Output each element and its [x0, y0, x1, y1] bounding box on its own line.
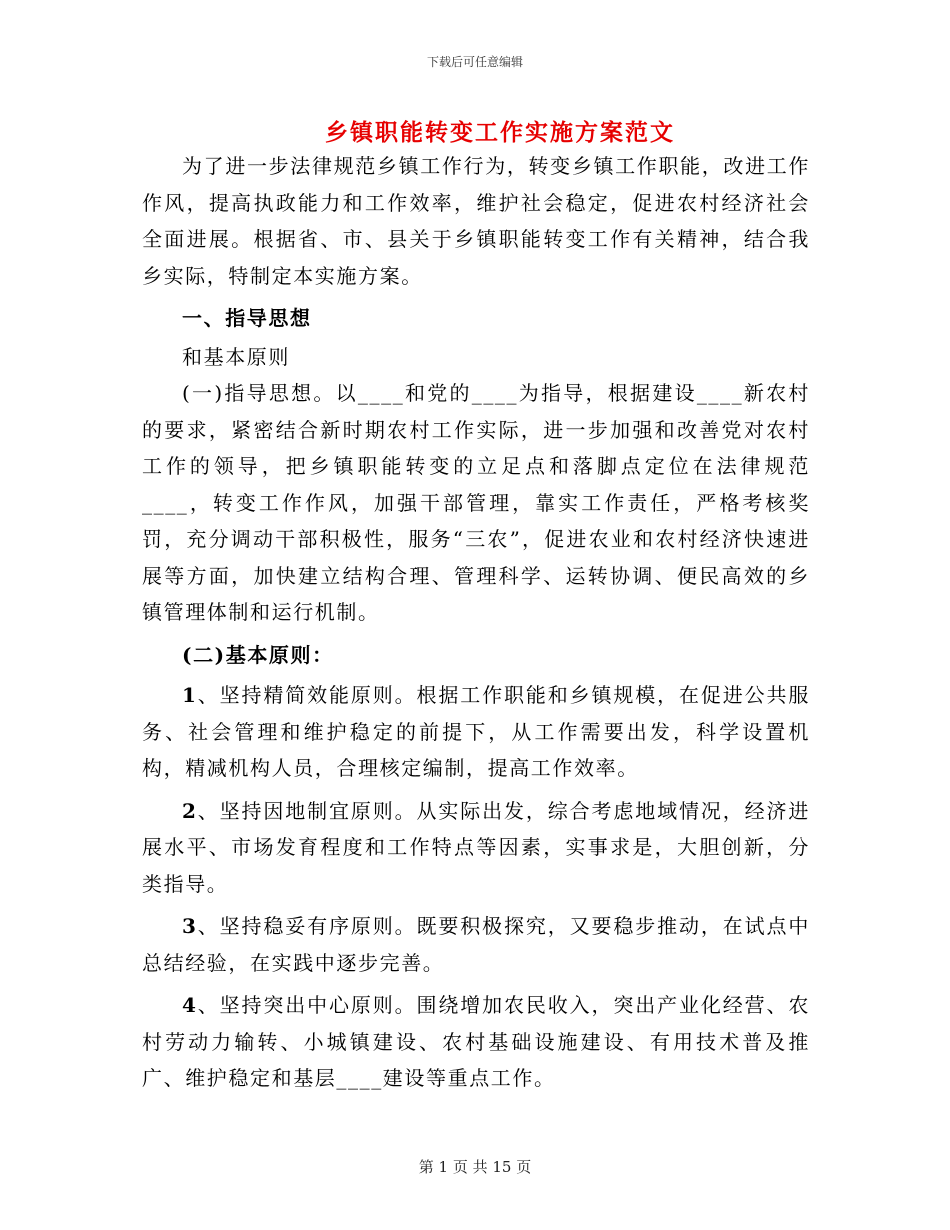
principle-4-text: 、坚持突出中心原则。围绕增加农民收入，突出产业化经营、农村劳动力输转、小城镇建设、农村基础设施建设、有用技术普及推广、维护稳定和基层____建设等重点工作。 [142, 993, 810, 1090]
principle-3 [142, 908, 810, 981]
principle-4-number: 4 [182, 993, 198, 1017]
principle-2-number: 2 [182, 798, 198, 823]
principle-3-number: 3 [182, 914, 198, 938]
principle-1 [142, 677, 810, 787]
guiding-paragraph: (一)指导思想。以____和党的____为指导，根据建设____新农村的要求，紧密结合新时期农村工作实际，进一步加强和改善党对农村工作的领导，把乡镇职能转变的立足点和落脚点定位在法律规范____，转变工作作风，加强干部管理，靠实工作责任，严格考核奖罚，充分调动干部积极性，服务“三农”，促进农业和农村经济快速进展等方面，加快建立结构合理、管理科学、运转协调、便民高效的乡镇管理体制和运行机制。 [142, 381, 810, 624]
principle-1-text: 、坚持精简效能原则。根据工作职能和乡镇规模，在促进公共服务、社会管理和维护稳定的前提下，从工作需要出发，科学设置机构，精减机构人员，合理核定编制，提高工作效率。 [142, 683, 810, 780]
section-heading-guiding: 一、指导思想 [182, 306, 312, 330]
document-title: 乡镇职能转变工作实施方案范文 [325, 119, 675, 146]
principle-3-text: 、坚持稳妥有序原则。既要积极探究，又要稳步推动，在试点中总结经验，在实践中逐步完善。 [142, 914, 810, 975]
section-heading-basic: (二)基本原则： [182, 642, 334, 667]
principle-2 [142, 793, 810, 903]
header-note: 下载后可任意编辑 [426, 55, 523, 69]
intro-paragraph: 为了进一步法律规范乡镇工作行为，转变乡镇工作职能，改进工作作风，提高执政能力和工作效率，维护社会稳定，促进农村经济社会全面进展。根据省、市、县关于乡镇职能转变工作有关精神，结合我乡实际，特制定本实施方案。 [142, 154, 810, 288]
principle-4 [142, 987, 810, 1097]
document-body [142, 148, 810, 1097]
page-footer: 第 1 页 共 15 页 [418, 1158, 532, 1176]
principle-2-text: 、坚持因地制宜原则。从实际出发，综合考虑地域情况，经济进展水平、市场发育程度和工作特点等因素，实事求是，大胆创新，分类指导。 [142, 798, 810, 896]
principle-1-number: 1 [182, 683, 198, 707]
section-subheading: 和基本原则 [182, 344, 290, 369]
